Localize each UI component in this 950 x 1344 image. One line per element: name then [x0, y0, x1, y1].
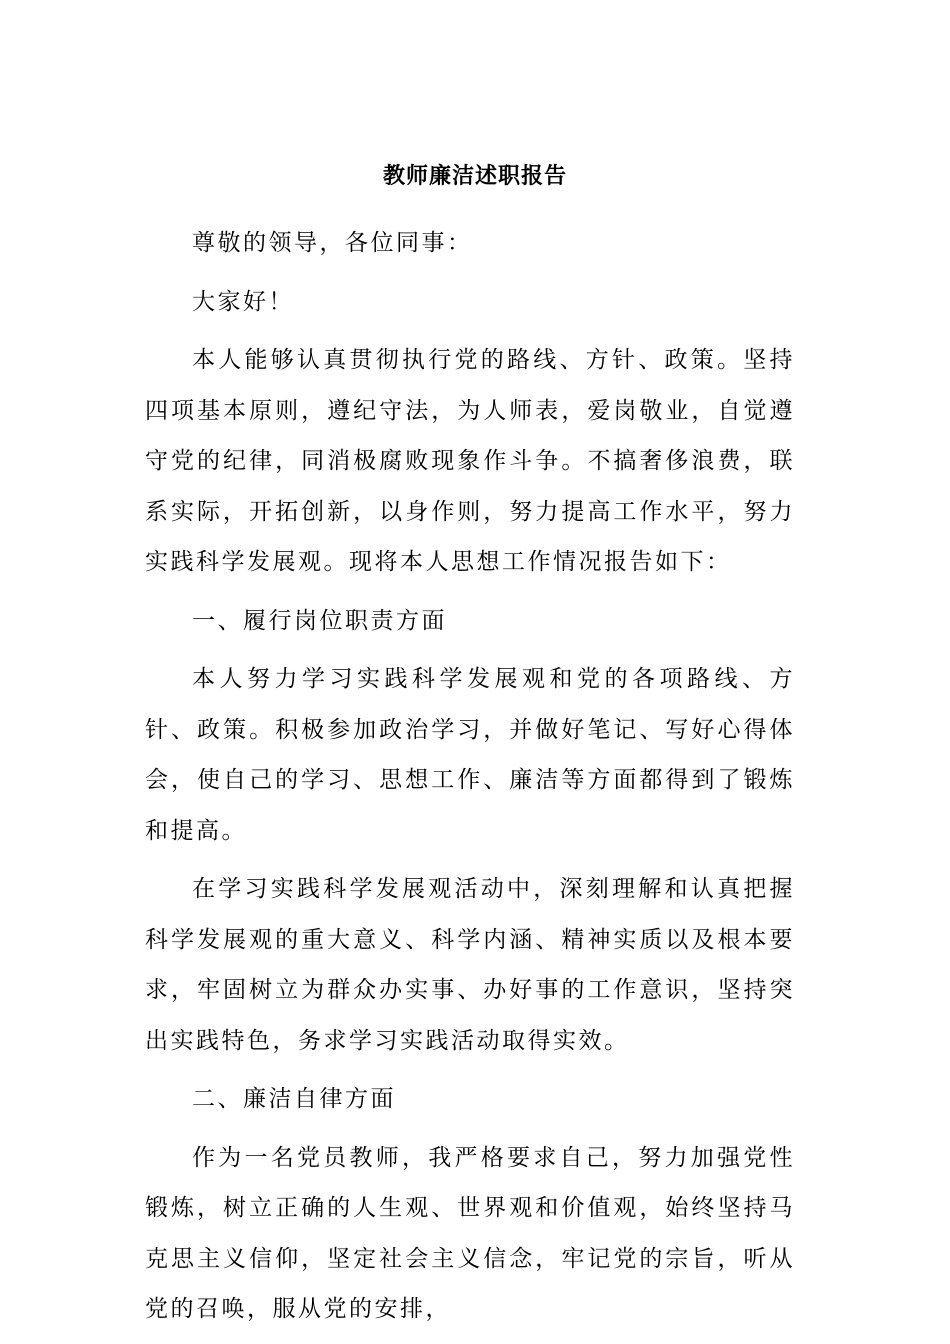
- section-heading-integrity: 二、廉洁自律方面: [192, 1086, 396, 1112]
- integrity-paragraph: 作为一名党员教师，我严格要求自己，努力加强党性锻炼，树立正确的人生观、世界观和价值观，始终坚持马克思主义信仰，坚定社会主义信念，牢记党的宗旨，听从党的召唤，服从党的安排，: [145, 1144, 795, 1322]
- greeting-paragraph: 大家好！: [192, 288, 294, 315]
- document-body: [145, 218, 795, 1343]
- salutation-paragraph: 尊敬的领导，各位同事：: [192, 230, 473, 256]
- duties-paragraph-2: 在学习实践科学发展观活动中，深刻理解和认真把握科学发展观的重大意义、科学内涵、精神实质以及根本要求，牢固树立为群众办实事、办好事的工作意识，坚持突出实践特色，务求学习实践活动取得实效。: [145, 876, 795, 1054]
- document-title: 教师廉洁述职报告: [382, 163, 567, 189]
- section-heading-duties: 一、履行岗位职责方面: [192, 607, 447, 634]
- duties-paragraph-1: 本人努力学习实践科学发展观和党的各项路线、方针、政策。积极参加政治学习，并做好笔记、写好心得体会，使自己的学习、思想工作、廉洁等方面都得到了锻炼和提高。: [145, 666, 795, 844]
- intro-paragraph: 本人能够认真贯彻执行党的路线、方针、政策。坚持四项基本原则，遵纪守法，为人师表，爱岗敬业，自觉遵守党的纪律，同消极腐败现象作斗争。不搞奢侈浪费，联系实际，开拓创新，以身作则，努力提高工作水平，努力实践科学发展观。现将本人思想工作情况报告如下：: [145, 347, 795, 575]
